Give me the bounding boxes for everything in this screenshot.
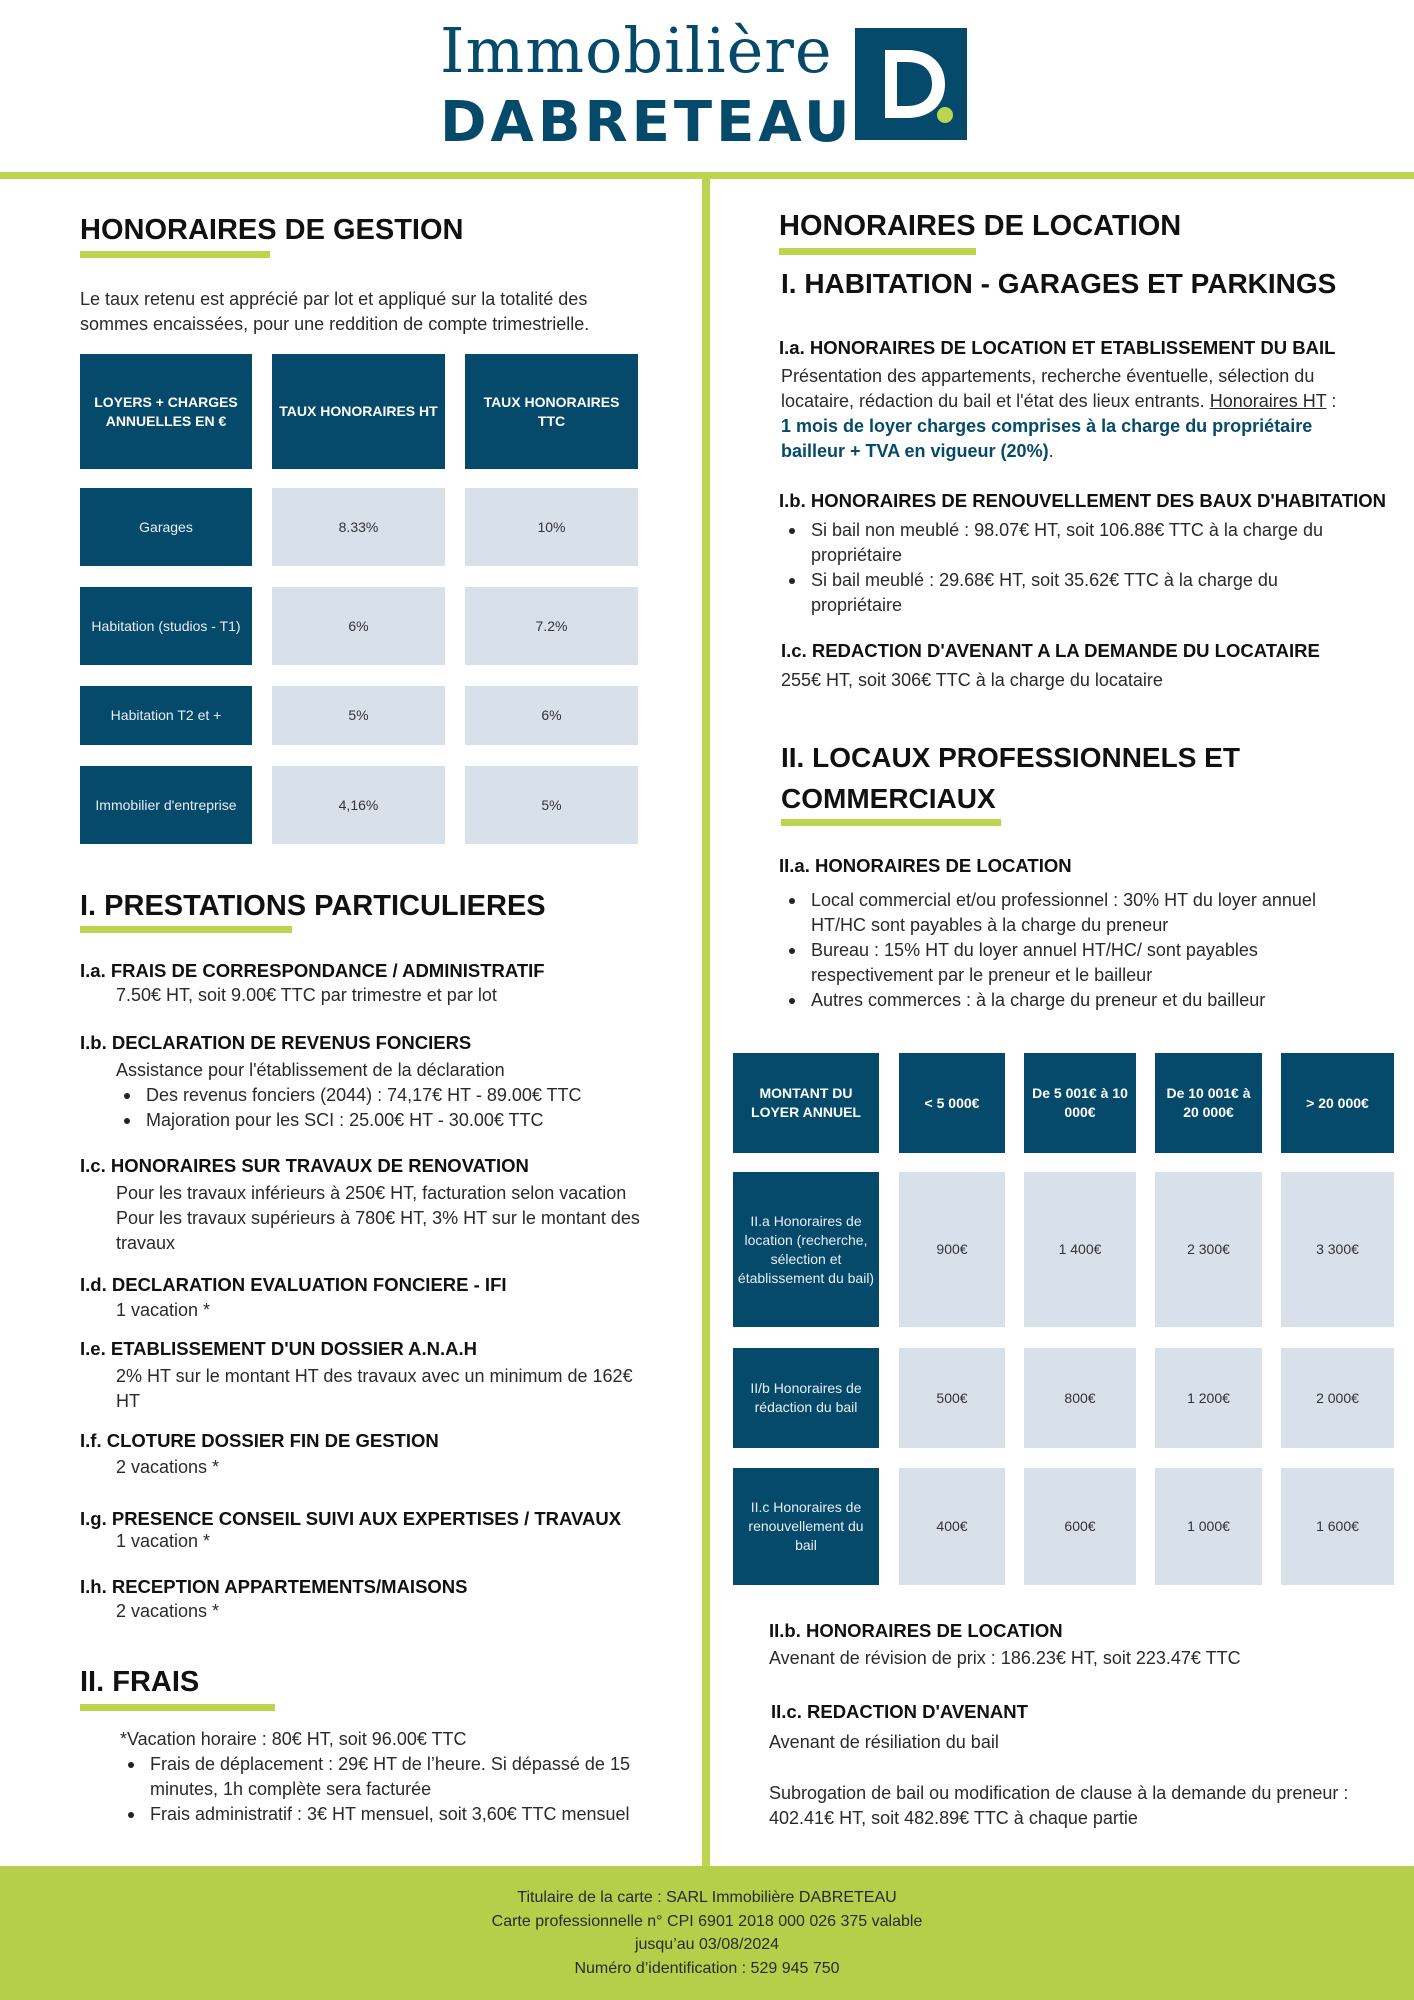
- location-ic-text: 255€ HT, soit 306€ TTC à la charge du locataire: [781, 670, 1163, 690]
- prestation-ia-text: 7.50€ HT, soit 9.00€ TTC par trimestre et par lot: [116, 985, 497, 1005]
- location-header-col4: > 20 000€: [1281, 1053, 1394, 1153]
- column-divider: [702, 179, 710, 1866]
- location-ia-text: Présentation des appartements, recherche éventuelle, sélection du locataire, rédaction du bail et l'état des lieux entrants.: [781, 366, 1315, 411]
- gestion-cell: 5%: [465, 766, 638, 844]
- footer-line-3: jusqu’au 03/08/2024: [634, 1936, 780, 1953]
- gestion-cell: 6%: [272, 587, 445, 665]
- location-cell: 1 400€: [1024, 1172, 1136, 1327]
- location-ia-title: I.a. HONORAIRES DE LOCATION ET ETABLISSEMENT DU BAIL: [779, 337, 1336, 358]
- location-cell: 1 600€: [1281, 1468, 1394, 1585]
- location-row-label: II.a Honoraires de location (recherche, sélection et établissement du bail): [733, 1172, 879, 1327]
- location-iib-text: Avenant de révision de prix : 186.23€ HT, soit 223.47€ TTC: [769, 1648, 1241, 1668]
- frais-intro: *Vacation horaire : 80€ HT, soit 96.00€ TTC: [120, 1729, 467, 1749]
- prestation-ih-title: I.h. RECEPTION APPARTEMENTS/MAISONS: [80, 1576, 468, 1597]
- prestation-ia-title: I.a. FRAIS DE CORRESPONDANCE / ADMINISTRATIF: [80, 960, 545, 981]
- frais-title: II. FRAIS: [80, 1666, 200, 1698]
- location-ia-label: Honoraires HT: [1209, 391, 1327, 411]
- frais-title-underline: [80, 1704, 275, 1711]
- location-header-col2: De 5 001€ à 10 000€: [1024, 1053, 1136, 1153]
- gestion-row-label: Habitation T2 et +: [80, 686, 252, 745]
- footer-line-1: Titulaire de la carte : SARL Immobilière DABRETEAU: [517, 1889, 897, 1906]
- list-item: Frais administratif : 3€ HT mensuel, soit 3,60€ TTC mensuel: [120, 1802, 660, 1827]
- gestion-cell: 4,16%: [272, 766, 445, 844]
- prestation-ic-title: I.c. HONORAIRES SUR TRAVAUX DE RENOVATION: [80, 1155, 529, 1176]
- location-iic-text2: Subrogation de bail ou modification de clause à la demande du preneur : 402.41€ HT, soit 482.89€ TTC à chaque partie: [769, 1783, 1349, 1828]
- location-row-label: II/b Honoraires de rédaction du bail: [733, 1348, 879, 1448]
- list-item: Des revenus fonciers (2044) : 74,17€ HT - 89.00€ TTC: [116, 1083, 656, 1108]
- location-cell: 500€: [899, 1348, 1005, 1448]
- location-header-montant: MONTANT DU LOYER ANNUEL: [733, 1053, 879, 1153]
- location-ia-bold: 1 mois de loyer charges comprises à la charge du propriétaire bailleur + TVA en vigueur (20%): [781, 416, 1313, 461]
- location-cell: 2 000€: [1281, 1348, 1394, 1448]
- logo-line-2: DABRETEAU: [440, 90, 854, 155]
- prestation-ie-title: I.e. ETABLISSEMENT D'UN DOSSIER A.N.A.H: [80, 1338, 478, 1359]
- location-row-label: II.c Honoraires de renouvellement du bail: [733, 1468, 879, 1585]
- prestation-id-text: 1 vacation *: [116, 1300, 211, 1320]
- list-item: Si bail non meublé : 98.07€ HT, soit 106.88€ TTC à la charge du propriétaire: [781, 518, 1361, 568]
- prestation-ie-text: 2% HT sur le montant HT des travaux avec un minimum de 162€ HT: [116, 1366, 633, 1411]
- location-iic-title: II.c. REDACTION D'AVENANT: [771, 1701, 1028, 1722]
- location-cell: 800€: [1024, 1348, 1136, 1448]
- logo-d-icon: [855, 28, 967, 140]
- location-ib-list: [781, 518, 1361, 618]
- location-section-2-line1: II. LOCAUX PROFESSIONNELS ET: [781, 742, 1240, 773]
- frais-list: [120, 1752, 660, 1827]
- prestation-ig-text: 1 vacation *: [116, 1531, 211, 1551]
- location-cell: 2 300€: [1155, 1172, 1262, 1327]
- prestation-if-title: I.f. CLOTURE DOSSIER FIN DE GESTION: [80, 1430, 439, 1451]
- location-iia-title: II.a. HONORAIRES DE LOCATION: [779, 855, 1072, 876]
- gestion-title-underline: [80, 251, 270, 258]
- location-iib-title: II.b. HONORAIRES DE LOCATION: [769, 1620, 1063, 1641]
- footer-line-4: Numéro d’identification : 529 945 750: [574, 1959, 840, 1977]
- location-ia-block: [781, 364, 1341, 464]
- prestation-ib-list: [116, 1083, 656, 1133]
- location-cell: 600€: [1024, 1468, 1136, 1585]
- gestion-cell: 7.2%: [465, 587, 638, 665]
- location-cell: 1 000€: [1155, 1468, 1262, 1585]
- location-section-2-line2: COMMERCIAUX: [781, 783, 996, 814]
- gestion-row-label: Immobilier d'entreprise: [80, 766, 252, 844]
- location-ia-end: .: [1048, 441, 1054, 461]
- list-item: Bureau : 15% HT du loyer annuel HT/HC/ sont payables respectivement par le preneur et le bailleur: [781, 938, 1361, 988]
- list-item: Frais de déplacement : 29€ HT de l’heure. Si dépassé de 15 minutes, 1h complète sera facturée: [120, 1752, 660, 1802]
- gestion-header-loyers: LOYERS + CHARGES ANNUELLES EN €: [80, 354, 252, 469]
- list-item: Si bail meublé : 29.68€ HT, soit 35.62€ TTC à la charge du propriétaire: [781, 568, 1361, 618]
- footer: [0, 1866, 1414, 2000]
- prestation-ic-line2: Pour les travaux supérieurs à 780€ HT, 3% HT sur le montant des travaux: [116, 1208, 640, 1253]
- location-header-col1: < 5 000€: [899, 1053, 1005, 1153]
- gestion-cell: 10%: [465, 488, 638, 566]
- gestion-row-label: Habitation (studios - T1): [80, 587, 252, 665]
- prestations-title: I. PRESTATIONS PARTICULIERES: [80, 890, 546, 922]
- location-section-1-title: I. HABITATION - GARAGES ET PARKINGS: [781, 268, 1337, 299]
- location-title-underline: [779, 248, 976, 255]
- gestion-cell: 5%: [272, 686, 445, 745]
- location-cell: 400€: [899, 1468, 1005, 1585]
- prestation-if-text: 2 vacations *: [116, 1457, 220, 1477]
- gestion-header-ttc: TAUX HONORAIRES TTC: [465, 354, 638, 469]
- gestion-title: HONORAIRES DE GESTION: [80, 214, 464, 246]
- gestion-intro: Le taux retenu est apprécié par lot et appliqué sur la totalité des sommes encaissées, pour une reddition de compte trimestrielle.: [80, 289, 590, 334]
- prestation-ig-title: I.g. PRESENCE CONSEIL SUIVI AUX EXPERTISES / TRAVAUX: [80, 1508, 622, 1529]
- gestion-row-label: Garages: [80, 488, 252, 566]
- location-section-2-underline: [781, 819, 1001, 826]
- location-iia-list: [781, 888, 1361, 1013]
- list-item: Local commercial et/ou professionnel : 30% HT du loyer annuel HT/HC sont payables à la charge du preneur: [781, 888, 1361, 938]
- location-ia-separator: :: [1326, 391, 1337, 411]
- location-header-col3: De 10 001€ à 20 000€: [1155, 1053, 1262, 1153]
- header-divider: [0, 172, 1414, 179]
- location-cell: 900€: [899, 1172, 1005, 1327]
- prestation-ic-line1: Pour les travaux inférieurs à 250€ HT, facturation selon vacation: [116, 1183, 627, 1203]
- location-cell: 3 300€: [1281, 1172, 1394, 1327]
- list-item: Majoration pour les SCI : 25.00€ HT - 30.00€ TTC: [116, 1108, 656, 1133]
- prestation-id-title: I.d. DECLARATION EVALUATION FONCIERE - IFI: [80, 1274, 507, 1295]
- location-cell: 1 200€: [1155, 1348, 1262, 1448]
- logo-line-1: Immobilière: [440, 14, 833, 87]
- footer-line-2: Carte professionnelle n° CPI 6901 2018 000 026 375 valable: [491, 1912, 923, 1930]
- gestion-header-ht: TAUX HONORAIRES HT: [272, 354, 445, 469]
- prestation-ib-title: I.b. DECLARATION DE REVENUS FONCIERS: [80, 1032, 472, 1053]
- location-ib-title: I.b. HONORAIRES DE RENOUVELLEMENT DES BAUX D'HABITATION: [779, 490, 1387, 511]
- prestation-ib-text: Assistance pour l'établissement de la déclaration: [116, 1060, 505, 1080]
- list-item: Autres commerces : à la charge du preneur et du bailleur: [781, 988, 1361, 1013]
- location-title: HONORAIRES DE LOCATION: [779, 210, 1182, 242]
- logo-mark: [855, 28, 967, 140]
- gestion-cell: 8.33%: [272, 488, 445, 566]
- prestations-title-underline: [80, 926, 292, 933]
- prestation-ih-text: 2 vacations *: [116, 1601, 220, 1621]
- gestion-cell: 6%: [465, 686, 638, 745]
- location-ic-title: I.c. REDACTION D'AVENANT A LA DEMANDE DU LOCATAIRE: [781, 640, 1320, 661]
- location-iic-text1: Avenant de résiliation du bail: [769, 1732, 999, 1752]
